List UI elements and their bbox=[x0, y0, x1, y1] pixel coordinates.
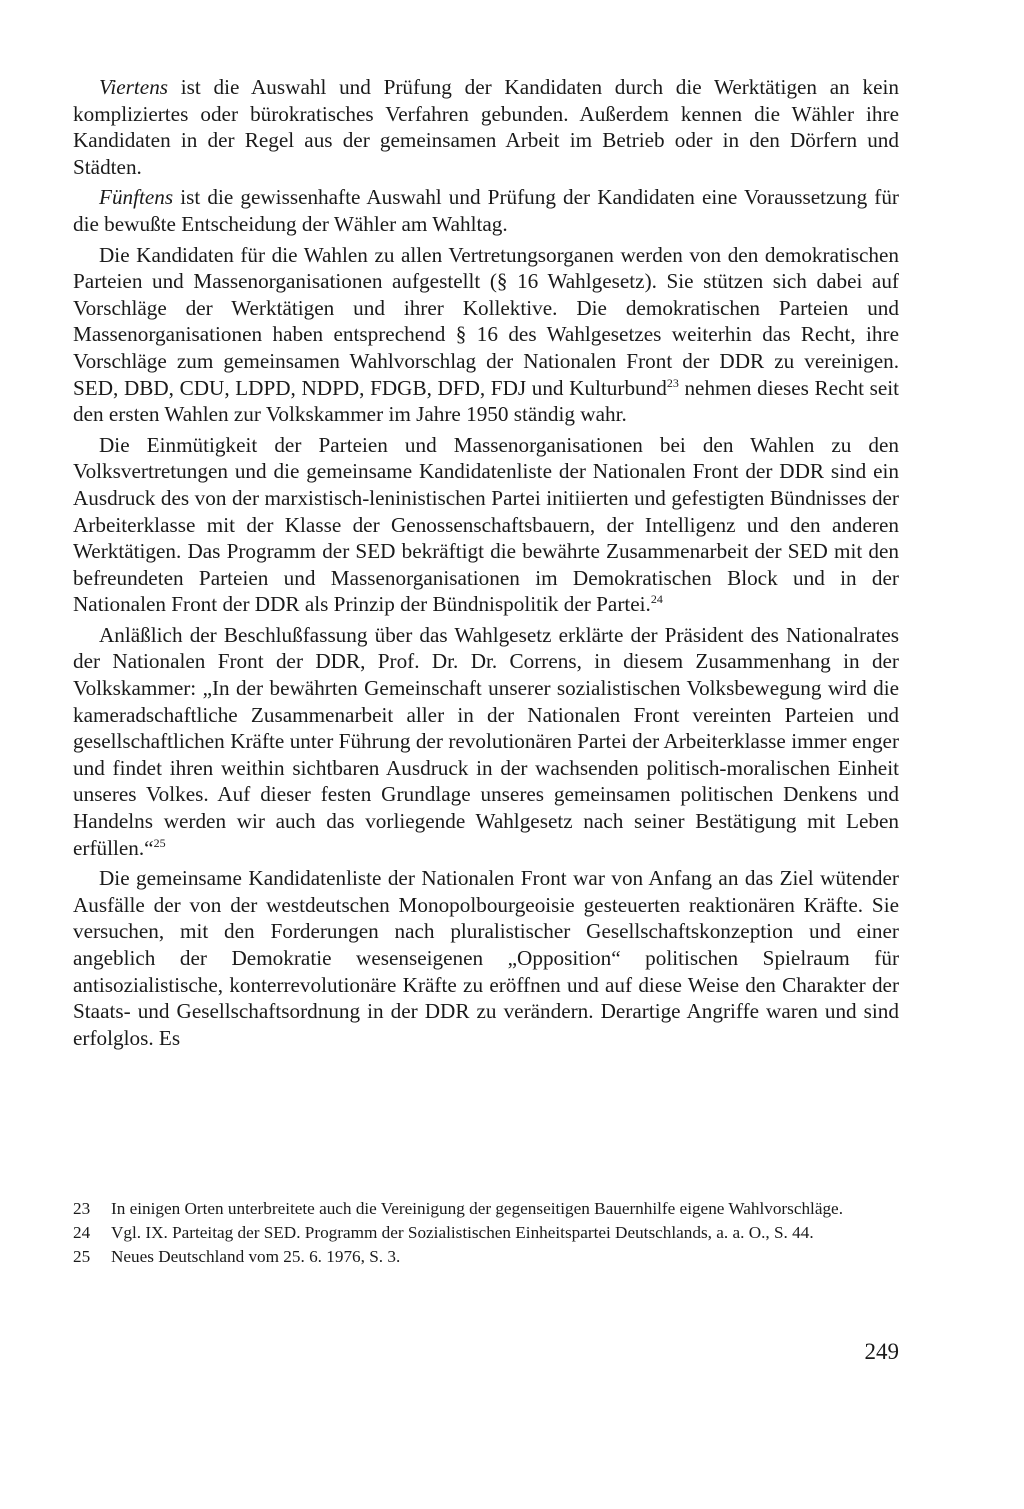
paragraph-kandidatenliste bbox=[73, 865, 899, 1051]
paragraph-anlaesslich bbox=[73, 622, 899, 861]
footnote-ref-24: 24 bbox=[650, 592, 663, 607]
paragraph-text: Die Einmütigkeit der Parteien und Massenorganisationen bei den Wahlen zu den Volksvertretungen und die gemeinsame Kandidatenliste der Nationalen Front der DDR sind ein Ausdruck des von der marxistisch-leninistischen Partei initiierten und gefestigten Bündnisses der Arbeiterklasse mit der Klasse der Genossenschaftsbauern, der Intelligenz und den anderen Werktätigen. Das Programm der SED bekräftigt die bewährte Zusammenarbeit der SED mit den befreundeten Parteien und Massenorganisationen im Demokratischen Block und in der Nationalen Front der DDR als Prinzip der Bündnispolitik der Partei. bbox=[73, 432, 899, 617]
paragraph-lead: Viertens bbox=[99, 75, 169, 99]
paragraph-text: ist die Auswahl und Prüfung der Kandidaten durch die Werktätigen an kein kompliziertes oder bürokratisches Verfahren gebunden. Außerdem kennen die Wähler ihre Kandidaten in der Regel aus der gemeinsamen Arbeit im Betrieb oder in den Dörfern und Städten. bbox=[73, 75, 899, 179]
paragraph-text: Die Kandidaten für die Wahlen zu allen Vertretungsorganen werden von den demokratischen Parteien und Massenorganisationen aufgestellt (§ 16 Wahlgesetz). Sie stützen sich dabei auf Vorschläge der Werktätigen und ihrer Kollektive. Die demokratischen Parteien und Massenorganisationen haben entsprechend § 16 des Wahlgesetzes weiterhin das Recht, ihre Vorschläge zum gemeinsamen Wahlvorschlag der Nationalen Front der DDR zu vereinigen. SED, DBD, CDU, LDPD, NDPD, FDGB, DFD, FDJ und Kulturbund bbox=[73, 242, 899, 400]
paragraph-lead: Fünftens bbox=[99, 185, 174, 210]
footnote-number: 25 bbox=[73, 1247, 91, 1266]
page-number: 249 bbox=[864, 1339, 899, 1364]
footnote-23 bbox=[73, 1197, 899, 1220]
footnote-ref-25: 25 bbox=[153, 835, 166, 850]
body-text bbox=[73, 74, 899, 1051]
paragraph-kandidaten bbox=[73, 242, 899, 428]
paragraph-text: ist die gewissenhafte Auswahl und Prüfung der Kandidaten eine Voraussetzung für die bewußte Entscheidung der Wähler am Wahltag. bbox=[73, 185, 899, 236]
footnote-text: In einigen Orten unterbreitete auch die Vereinigung der gegenseitigen Bauernhilfe eigene Wahlvorschläge. bbox=[111, 1199, 843, 1218]
paragraph-tail: nehmen dieses Recht seit den ersten Wahlen zur Volkskammer im Jahre 1950 ständig wahr. bbox=[73, 375, 899, 427]
paragraph-text: Anläßlich der Beschlußfassung über das Wahlgesetz erklärte der Präsident des Nationalrates der Nationalen Front der DDR, Prof. Dr. Dr. Correns, in diesem Zusammenhang in der Volkskammer: „In der bewährten Gemeinschaft unserer sozialistischen Volksbewegung wird die kameradschaftliche Zusammenarbeit aller in der Nationalen Front vereinten Parteien und gesellschaftlichen Kräfte unter Führung der revolutionären Partei der Arbeiterklasse immer enger und findet ihren weithin sichtbaren Ausdruck in der wachsenden politisch-moralischen Einheit unseres Volkes. Auf dieser festen Grundlage unseres gemeinsamen politischen Denkens und Handelns werden wir auch das vorliegende Wahlgesetz nach seiner Bestätigung mit Leben erfüllen.“ bbox=[73, 622, 899, 860]
footnote-25 bbox=[73, 1245, 899, 1268]
paragraph-viertens bbox=[73, 74, 899, 180]
footnote-text: Vgl. IX. Parteitag der SED. Programm der Sozialistischen Einheitspartei Deutschlands, a. a. O., S. 44. bbox=[111, 1223, 814, 1242]
footnote-ref-23: 23 bbox=[666, 375, 679, 390]
footnote-number: 23 bbox=[73, 1199, 91, 1218]
footnotes bbox=[73, 1197, 899, 1269]
page-body bbox=[73, 74, 899, 1051]
footnote-24 bbox=[73, 1221, 899, 1244]
paragraph-text: Die gemeinsame Kandidatenliste der Nationalen Front war von Anfang an das Ziel wütender Ausfälle der von der westdeutschen Monopolbourgeoisie gesteuerten reaktionären Kräfte. Sie versuchen, mit den Forderungen nach pluralistischer Gesellschaftskonzeption und einer angeblich der Demokratie wesenseigenen „Opposition“ politischen Spielraum für antisozialistische, konterrevolutionäre Kräfte zu eröffnen und auf diese Weise den Charakter der Staats- und Gesellschaftsordnung in der DDR zu verändern. Derartige Angriffe waren und sind erfolglos. Es bbox=[73, 866, 899, 1050]
footnote-number: 24 bbox=[73, 1223, 91, 1242]
paragraph-fuenftens bbox=[73, 184, 899, 237]
footnote-text: Neues Deutschland vom 25. 6. 1976, S. 3. bbox=[111, 1247, 401, 1266]
paragraph-einmuetigkeit bbox=[73, 432, 899, 618]
